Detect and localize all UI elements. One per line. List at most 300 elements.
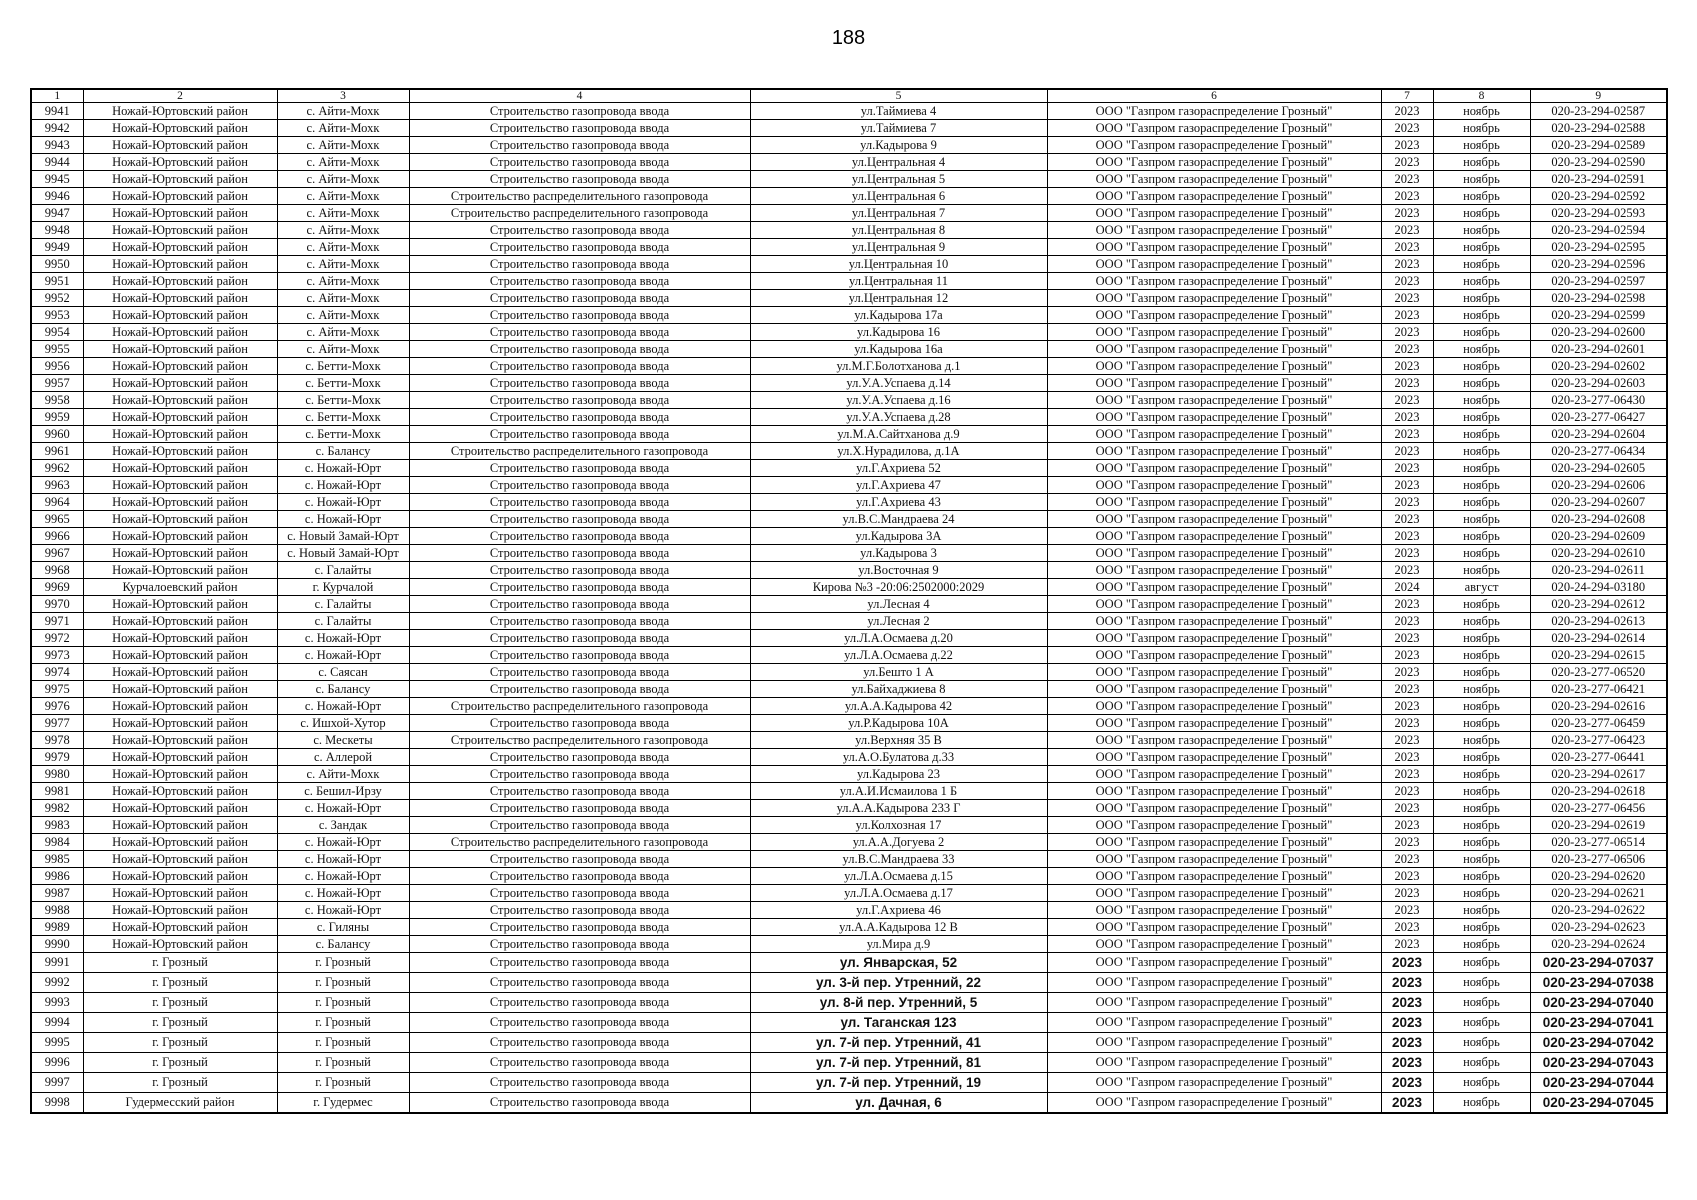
row-number: 9944 [31, 154, 83, 171]
district-cell: г. Грозный [83, 973, 277, 993]
address-cell: ул.В.С.Мандраева 24 [750, 511, 1047, 528]
month-cell: ноябрь [1433, 443, 1530, 460]
district-cell: Ножай-Юртовский район [83, 545, 277, 562]
address-cell: ул.У.А.Успаева д.14 [750, 375, 1047, 392]
settlement-cell: с. Айти-Мохк [277, 239, 409, 256]
table-row [31, 426, 1667, 443]
registration-number-cell: 020-23-294-02621 [1530, 885, 1667, 902]
organization-cell: ООО "Газпром газораспределение Грозный" [1047, 273, 1381, 290]
work-type-cell: Строительство газопровода ввода [409, 953, 750, 973]
row-number: 9973 [31, 647, 83, 664]
registration-number-cell: 020-23-294-02624 [1530, 936, 1667, 953]
work-type-cell: Строительство газопровода ввода [409, 239, 750, 256]
organization-cell: ООО "Газпром газораспределение Грозный" [1047, 477, 1381, 494]
organization-cell: ООО "Газпром газораспределение Грозный" [1047, 103, 1381, 120]
row-number: 9987 [31, 885, 83, 902]
district-cell: Ножай-Юртовский район [83, 273, 277, 290]
district-cell: Ножай-Юртовский район [83, 783, 277, 800]
registration-number-cell: 020-23-294-02601 [1530, 341, 1667, 358]
year-cell: 2023 [1381, 562, 1433, 579]
work-type-cell: Строительство газопровода ввода [409, 783, 750, 800]
organization-cell: ООО "Газпром газораспределение Грозный" [1047, 443, 1381, 460]
settlement-cell: с. Айти-Мохк [277, 766, 409, 783]
row-number: 9994 [31, 1013, 83, 1033]
table-row [31, 630, 1667, 647]
district-cell: Ножай-Юртовский район [83, 902, 277, 919]
year-cell: 2023 [1381, 783, 1433, 800]
month-cell: ноябрь [1433, 528, 1530, 545]
organization-cell: ООО "Газпром газораспределение Грозный" [1047, 307, 1381, 324]
district-cell: Ножай-Юртовский район [83, 834, 277, 851]
month-cell: ноябрь [1433, 392, 1530, 409]
address-cell: Кирова №3 -20:06:2502000:2029 [750, 579, 1047, 596]
address-cell: ул.Кадырова 16а [750, 341, 1047, 358]
organization-cell: ООО "Газпром газораспределение Грозный" [1047, 834, 1381, 851]
organization-cell: ООО "Газпром газораспределение Грозный" [1047, 358, 1381, 375]
month-cell: ноябрь [1433, 409, 1530, 426]
table-row [31, 511, 1667, 528]
district-cell: Ножай-Юртовский район [83, 851, 277, 868]
district-cell: Ножай-Юртовский район [83, 290, 277, 307]
address-cell: ул.Центральная 5 [750, 171, 1047, 188]
month-cell: ноябрь [1433, 664, 1530, 681]
row-number: 9992 [31, 973, 83, 993]
work-type-cell: Строительство газопровода ввода [409, 902, 750, 919]
address-cell: ул.Центральная 8 [750, 222, 1047, 239]
district-cell: Ножай-Юртовский район [83, 698, 277, 715]
address-cell: ул.Колхозная 17 [750, 817, 1047, 834]
address-cell: ул.Центральная 7 [750, 205, 1047, 222]
address-cell: ул.Лесная 4 [750, 596, 1047, 613]
settlement-cell: с. Айти-Мохк [277, 341, 409, 358]
row-number: 9980 [31, 766, 83, 783]
address-cell: ул.Лесная 2 [750, 613, 1047, 630]
district-cell: Ножай-Юртовский район [83, 375, 277, 392]
district-cell: г. Грозный [83, 993, 277, 1013]
organization-cell: ООО "Газпром газораспределение Грозный" [1047, 1093, 1381, 1114]
year-cell: 2023 [1381, 511, 1433, 528]
registration-number-cell: 020-23-294-02606 [1530, 477, 1667, 494]
settlement-cell: с. Новый Замай-Юрт [277, 545, 409, 562]
address-cell: ул.Центральная 4 [750, 154, 1047, 171]
row-number: 9979 [31, 749, 83, 766]
row-number: 9984 [31, 834, 83, 851]
table-row [31, 188, 1667, 205]
work-type-cell: Строительство газопровода ввода [409, 936, 750, 953]
table-row [31, 664, 1667, 681]
settlement-cell: с. Бетти-Мохк [277, 375, 409, 392]
table-row [31, 256, 1667, 273]
work-type-cell: Строительство газопровода ввода [409, 460, 750, 477]
row-number: 9997 [31, 1073, 83, 1093]
district-cell: Ножай-Юртовский район [83, 188, 277, 205]
address-cell: ул.У.А.Успаева д.28 [750, 409, 1047, 426]
column-header: 9 [1530, 89, 1667, 103]
settlement-cell: с. Айти-Мохк [277, 120, 409, 137]
registration-number-cell: 020-23-294-02623 [1530, 919, 1667, 936]
registration-number-cell: 020-23-294-02603 [1530, 375, 1667, 392]
year-cell: 2023 [1381, 375, 1433, 392]
table-row [31, 800, 1667, 817]
year-cell: 2023 [1381, 749, 1433, 766]
address-cell: ул.Г.Ахриева 47 [750, 477, 1047, 494]
settlement-cell: с. Ножай-Юрт [277, 800, 409, 817]
year-cell: 2023 [1381, 681, 1433, 698]
settlement-cell: с. Аллерой [277, 749, 409, 766]
organization-cell: ООО "Газпром газораспределение Грозный" [1047, 188, 1381, 205]
year-cell: 2023 [1381, 732, 1433, 749]
organization-cell: ООО "Газпром газораспределение Грозный" [1047, 222, 1381, 239]
district-cell: Ножай-Юртовский район [83, 341, 277, 358]
settlement-cell: с. Айти-Мохк [277, 205, 409, 222]
settlement-cell: г. Грозный [277, 1053, 409, 1073]
year-cell: 2023 [1381, 188, 1433, 205]
settlement-cell: с. Айти-Мохк [277, 154, 409, 171]
month-cell: ноябрь [1433, 732, 1530, 749]
district-cell: Ножай-Юртовский район [83, 528, 277, 545]
organization-cell: ООО "Газпром газораспределение Грозный" [1047, 613, 1381, 630]
work-type-cell: Строительство газопровода ввода [409, 120, 750, 137]
organization-cell: ООО "Газпром газораспределение Грозный" [1047, 460, 1381, 477]
month-cell: ноябрь [1433, 936, 1530, 953]
organization-cell: ООО "Газпром газораспределение Грозный" [1047, 953, 1381, 973]
column-number-row [31, 89, 1667, 103]
address-cell: ул. Таганская 123 [750, 1013, 1047, 1033]
row-number: 9967 [31, 545, 83, 562]
address-cell: ул.Л.А.Осмаева д.17 [750, 885, 1047, 902]
year-cell: 2023 [1381, 851, 1433, 868]
district-cell: Ножай-Юртовский район [83, 647, 277, 664]
address-cell: ул.Центральная 9 [750, 239, 1047, 256]
month-cell: ноябрь [1433, 749, 1530, 766]
address-cell: ул.А.А.Кадырова 233 Г [750, 800, 1047, 817]
table-row [31, 477, 1667, 494]
month-cell: ноябрь [1433, 256, 1530, 273]
work-type-cell: Строительство газопровода ввода [409, 392, 750, 409]
year-cell: 2023 [1381, 817, 1433, 834]
registration-number-cell: 020-23-294-02611 [1530, 562, 1667, 579]
month-cell: ноябрь [1433, 800, 1530, 817]
row-number: 9941 [31, 103, 83, 120]
district-cell: Ножай-Юртовский район [83, 171, 277, 188]
year-cell: 2023 [1381, 239, 1433, 256]
year-cell: 2023 [1381, 766, 1433, 783]
row-number: 9995 [31, 1033, 83, 1053]
table-row [31, 868, 1667, 885]
registration-number-cell: 020-23-277-06456 [1530, 800, 1667, 817]
row-number: 9976 [31, 698, 83, 715]
district-cell: Ножай-Юртовский район [83, 749, 277, 766]
table-row [31, 1013, 1667, 1033]
work-type-cell: Строительство газопровода ввода [409, 647, 750, 664]
table-row [31, 749, 1667, 766]
district-cell: Ножай-Юртовский район [83, 664, 277, 681]
year-cell: 2023 [1381, 307, 1433, 324]
organization-cell: ООО "Газпром газораспределение Грозный" [1047, 120, 1381, 137]
table-row [31, 766, 1667, 783]
table-row [31, 392, 1667, 409]
row-number: 9974 [31, 664, 83, 681]
work-type-cell: Строительство газопровода ввода [409, 358, 750, 375]
registration-number-cell: 020-23-294-02609 [1530, 528, 1667, 545]
month-cell: ноябрь [1433, 341, 1530, 358]
work-type-cell: Строительство газопровода ввода [409, 154, 750, 171]
year-cell: 2023 [1381, 358, 1433, 375]
district-cell: Ножай-Юртовский район [83, 256, 277, 273]
registration-number-cell: 020-23-294-02594 [1530, 222, 1667, 239]
row-number: 9947 [31, 205, 83, 222]
month-cell: август [1433, 579, 1530, 596]
settlement-cell: с. Ишхой-Хутор [277, 715, 409, 732]
organization-cell: ООО "Газпром газораспределение Грозный" [1047, 1033, 1381, 1053]
organization-cell: ООО "Газпром газораспределение Грозный" [1047, 851, 1381, 868]
address-cell: ул.Кадырова 23 [750, 766, 1047, 783]
month-cell: ноябрь [1433, 290, 1530, 307]
organization-cell: ООО "Газпром газораспределение Грозный" [1047, 154, 1381, 171]
organization-cell: ООО "Газпром газораспределение Грозный" [1047, 562, 1381, 579]
work-type-cell: Строительство газопровода ввода [409, 973, 750, 993]
registration-number-cell: 020-23-294-02590 [1530, 154, 1667, 171]
district-cell: Ножай-Юртовский район [83, 477, 277, 494]
registration-number-cell: 020-23-294-02595 [1530, 239, 1667, 256]
settlement-cell: с. Галайты [277, 596, 409, 613]
year-cell: 2023 [1381, 1093, 1433, 1114]
registration-number-cell: 020-23-294-02612 [1530, 596, 1667, 613]
year-cell: 2023 [1381, 613, 1433, 630]
settlement-cell: с. Ножай-Юрт [277, 885, 409, 902]
year-cell: 2024 [1381, 579, 1433, 596]
organization-cell: ООО "Газпром газораспределение Грозный" [1047, 715, 1381, 732]
district-cell: Ножай-Юртовский район [83, 443, 277, 460]
row-number: 9969 [31, 579, 83, 596]
year-cell: 2023 [1381, 120, 1433, 137]
row-number: 9958 [31, 392, 83, 409]
row-number: 9977 [31, 715, 83, 732]
table-row [31, 154, 1667, 171]
registration-number-cell: 020-23-294-07045 [1530, 1093, 1667, 1114]
work-type-cell: Строительство газопровода ввода [409, 817, 750, 834]
organization-cell: ООО "Газпром газораспределение Грозный" [1047, 681, 1381, 698]
table-row [31, 341, 1667, 358]
month-cell: ноябрь [1433, 1073, 1530, 1093]
address-cell: ул.А.О.Булатова д.33 [750, 749, 1047, 766]
address-cell: ул.Г.Ахриева 43 [750, 494, 1047, 511]
organization-cell: ООО "Газпром газораспределение Грозный" [1047, 800, 1381, 817]
row-number: 9989 [31, 919, 83, 936]
table-row [31, 222, 1667, 239]
table-row [31, 409, 1667, 426]
year-cell: 2023 [1381, 698, 1433, 715]
settlement-cell: с. Ножай-Юрт [277, 460, 409, 477]
table-row [31, 885, 1667, 902]
work-type-cell: Строительство газопровода ввода [409, 103, 750, 120]
year-cell: 2023 [1381, 324, 1433, 341]
table-row [31, 647, 1667, 664]
settlement-cell: с. Бетти-Мохк [277, 358, 409, 375]
row-number: 9970 [31, 596, 83, 613]
month-cell: ноябрь [1433, 1093, 1530, 1114]
column-header: 6 [1047, 89, 1381, 103]
work-type-cell: Строительство газопровода ввода [409, 256, 750, 273]
row-number: 9972 [31, 630, 83, 647]
address-cell: ул.Центральная 11 [750, 273, 1047, 290]
address-cell: ул.Кадырова 9 [750, 137, 1047, 154]
month-cell: ноябрь [1433, 596, 1530, 613]
month-cell: ноябрь [1433, 817, 1530, 834]
district-cell: г. Грозный [83, 953, 277, 973]
row-number: 9949 [31, 239, 83, 256]
year-cell: 2023 [1381, 885, 1433, 902]
district-cell: г. Грозный [83, 1073, 277, 1093]
organization-cell: ООО "Газпром газораспределение Грозный" [1047, 1053, 1381, 1073]
registration-number-cell: 020-23-294-02607 [1530, 494, 1667, 511]
month-cell: ноябрь [1433, 120, 1530, 137]
year-cell: 2023 [1381, 528, 1433, 545]
month-cell: ноябрь [1433, 307, 1530, 324]
work-type-cell: Строительство газопровода ввода [409, 1013, 750, 1033]
page-number: 188 [831, 27, 866, 49]
year-cell: 2023 [1381, 664, 1433, 681]
work-type-cell: Строительство газопровода ввода [409, 664, 750, 681]
row-number: 9962 [31, 460, 83, 477]
month-cell: ноябрь [1433, 1033, 1530, 1053]
registration-number-cell: 020-23-294-02598 [1530, 290, 1667, 307]
district-cell: Ножай-Юртовский район [83, 154, 277, 171]
row-number: 9948 [31, 222, 83, 239]
table-row [31, 137, 1667, 154]
table-row [31, 307, 1667, 324]
district-cell: Ножай-Юртовский район [83, 936, 277, 953]
district-cell: Ножай-Юртовский район [83, 426, 277, 443]
year-cell: 2023 [1381, 993, 1433, 1013]
settlement-cell: с. Бетти-Мохк [277, 392, 409, 409]
settlement-cell: г. Грозный [277, 953, 409, 973]
row-number: 9990 [31, 936, 83, 953]
district-cell: Гудермесский район [83, 1093, 277, 1114]
table-row [31, 579, 1667, 596]
month-cell: ноябрь [1433, 358, 1530, 375]
work-type-cell: Строительство газопровода ввода [409, 562, 750, 579]
organization-cell: ООО "Газпром газораспределение Грозный" [1047, 783, 1381, 800]
settlement-cell: с. Ножай-Юрт [277, 902, 409, 919]
month-cell: ноябрь [1433, 188, 1530, 205]
registration-number-cell: 020-23-294-02600 [1530, 324, 1667, 341]
table-row [31, 273, 1667, 290]
registration-number-cell: 020-23-277-06520 [1530, 664, 1667, 681]
table-row [31, 902, 1667, 919]
table-row [31, 545, 1667, 562]
settlement-cell: с. Галайты [277, 613, 409, 630]
work-type-cell: Строительство газопровода ввода [409, 137, 750, 154]
column-header: 2 [83, 89, 277, 103]
table-row [31, 953, 1667, 973]
district-cell: Ножай-Юртовский район [83, 885, 277, 902]
address-cell: ул. 7-й пер. Утренний, 81 [750, 1053, 1047, 1073]
table-row [31, 783, 1667, 800]
organization-cell: ООО "Газпром газораспределение Грозный" [1047, 973, 1381, 993]
registration-number-cell: 020-24-294-03180 [1530, 579, 1667, 596]
work-type-cell: Строительство газопровода ввода [409, 477, 750, 494]
settlement-cell: с. Зандак [277, 817, 409, 834]
registration-number-cell: 020-23-294-02614 [1530, 630, 1667, 647]
year-cell: 2023 [1381, 973, 1433, 993]
organization-cell: ООО "Газпром газораспределение Грозный" [1047, 375, 1381, 392]
work-type-cell: Строительство распределительного газопровода [409, 205, 750, 222]
organization-cell: ООО "Газпром газораспределение Грозный" [1047, 885, 1381, 902]
district-cell: Ножай-Юртовский район [83, 307, 277, 324]
work-type-cell: Строительство газопровода ввода [409, 919, 750, 936]
registration-number-cell: 020-23-294-02604 [1530, 426, 1667, 443]
work-type-cell: Строительство газопровода ввода [409, 171, 750, 188]
row-number: 9959 [31, 409, 83, 426]
table-row [31, 1053, 1667, 1073]
row-number: 9942 [31, 120, 83, 137]
table-row [31, 120, 1667, 137]
registration-number-cell: 020-23-294-02620 [1530, 868, 1667, 885]
registration-number-cell: 020-23-294-07043 [1530, 1053, 1667, 1073]
district-cell: Ножай-Юртовский район [83, 358, 277, 375]
month-cell: ноябрь [1433, 375, 1530, 392]
year-cell: 2023 [1381, 647, 1433, 664]
settlement-cell: с. Ножай-Юрт [277, 511, 409, 528]
registration-number-cell: 020-23-294-02618 [1530, 783, 1667, 800]
district-cell: Ножай-Юртовский район [83, 681, 277, 698]
table-row [31, 1033, 1667, 1053]
address-cell: ул.У.А.Успаева д.16 [750, 392, 1047, 409]
work-type-cell: Строительство распределительного газопровода [409, 834, 750, 851]
organization-cell: ООО "Газпром газораспределение Грозный" [1047, 936, 1381, 953]
month-cell: ноябрь [1433, 953, 1530, 973]
district-cell: Ножай-Юртовский район [83, 511, 277, 528]
district-cell: Ножай-Юртовский район [83, 732, 277, 749]
settlement-cell: с. Гиляны [277, 919, 409, 936]
organization-cell: ООО "Газпром газораспределение Грозный" [1047, 766, 1381, 783]
organization-cell: ООО "Газпром газораспределение Грозный" [1047, 341, 1381, 358]
year-cell: 2023 [1381, 1073, 1433, 1093]
row-number: 9978 [31, 732, 83, 749]
work-type-cell: Строительство газопровода ввода [409, 681, 750, 698]
month-cell: ноябрь [1433, 494, 1530, 511]
year-cell: 2023 [1381, 409, 1433, 426]
organization-cell: ООО "Газпром газораспределение Грозный" [1047, 1073, 1381, 1093]
table-row [31, 562, 1667, 579]
address-cell: ул.Г.Ахриева 46 [750, 902, 1047, 919]
address-cell: ул.А.И.Исмаилова 1 Б [750, 783, 1047, 800]
settlement-cell: с. Бетти-Мохк [277, 409, 409, 426]
month-cell: ноябрь [1433, 630, 1530, 647]
table-row [31, 681, 1667, 698]
row-number: 9968 [31, 562, 83, 579]
year-cell: 2023 [1381, 273, 1433, 290]
organization-cell: ООО "Газпром газораспределение Грозный" [1047, 868, 1381, 885]
table-row [31, 596, 1667, 613]
registration-number-cell: 020-23-294-02591 [1530, 171, 1667, 188]
district-cell: Ножай-Юртовский район [83, 239, 277, 256]
settlement-cell: с. Бетти-Мохк [277, 426, 409, 443]
work-type-cell: Строительство газопровода ввода [409, 409, 750, 426]
year-cell: 2023 [1381, 137, 1433, 154]
row-number: 9982 [31, 800, 83, 817]
organization-cell: ООО "Газпром газораспределение Грозный" [1047, 409, 1381, 426]
district-cell: Ножай-Юртовский район [83, 392, 277, 409]
registration-number-cell: 020-23-294-02615 [1530, 647, 1667, 664]
district-cell: Ножай-Юртовский район [83, 222, 277, 239]
month-cell: ноябрь [1433, 324, 1530, 341]
settlement-cell: с. Ножай-Юрт [277, 647, 409, 664]
table-row [31, 919, 1667, 936]
organization-cell: ООО "Газпром газораспределение Грозный" [1047, 239, 1381, 256]
organization-cell: ООО "Газпром газораспределение Грозный" [1047, 579, 1381, 596]
